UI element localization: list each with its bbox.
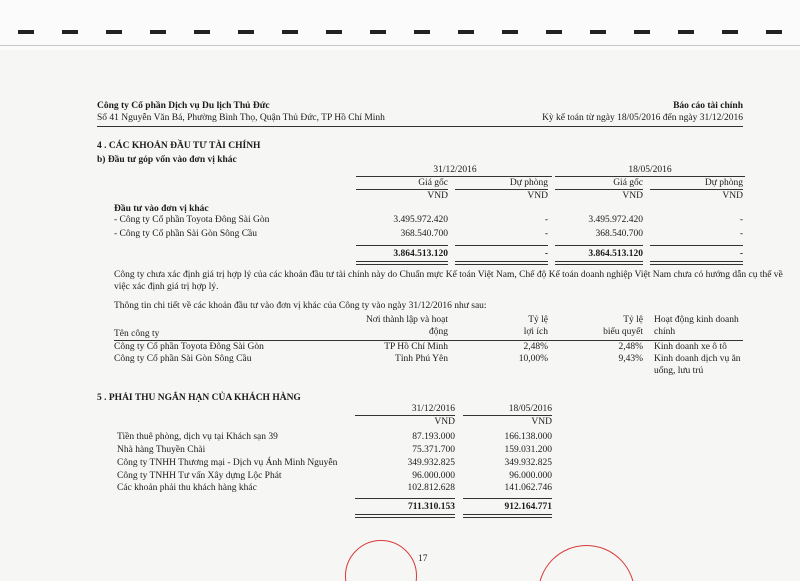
receivable-date-2: 18/05/2016 <box>508 404 552 414</box>
period-2-date: 18/05/2016 <box>628 165 672 175</box>
receivable-customer: Các khoản phải thu khách hàng khác <box>117 483 257 493</box>
total-double-rule <box>455 261 548 265</box>
total-rule <box>455 245 548 246</box>
unit-label: VND <box>622 191 643 201</box>
detail-vote: 2,48% <box>618 342 643 352</box>
investment-company: - Công ty Cổ phần Toyota Đông Sài Gòn <box>114 215 270 225</box>
detail-col-place: Nơi thành lập và hoạt <box>365 315 448 325</box>
receivable-customer: Công ty TNHH Thương mại - Dịch vụ Ánh Minh Nguyễn <box>117 458 338 468</box>
binding-hole <box>546 30 562 34</box>
investment-cost: 3.495.972.420 <box>393 215 448 225</box>
detail-col-company: Tên công ty <box>114 329 160 339</box>
company-name: Công ty Cổ phần Dịch vụ Du lịch Thủ Đức <box>97 101 270 111</box>
col-provision-2: Dự phòng <box>704 178 743 188</box>
receivable-customer: Tiền thuê phòng, dịch vụ tại Khách sạn 39 <box>117 432 278 442</box>
total-provision: - <box>544 249 548 259</box>
detail-col-interest: Tỷ lệ <box>528 315 548 325</box>
page-number: 17 <box>418 554 428 564</box>
total-rule <box>650 245 743 246</box>
detail-col-business: Hoạt động kinh doanh <box>654 315 739 325</box>
detail-col-vote: biểu quyết <box>603 327 643 337</box>
receivable-amount-2: 349.932.825 <box>504 458 552 468</box>
receivable-amount-1: 96.000.000 <box>412 471 455 481</box>
company-stamp-left <box>345 540 417 581</box>
total-double-rule <box>650 261 743 265</box>
receivable-date-1: 31/12/2016 <box>411 404 455 414</box>
detail-col-business: chính <box>654 327 676 337</box>
receivable-customer: Công ty TNHH Tư vấn Xây dựng Lộc Phát <box>117 471 282 481</box>
investment-group-label: Đầu tư vào đơn vị khác <box>114 204 209 214</box>
company-address: Số 41 Nguyễn Văn Bá, Phường Bình Thọ, Quận Thủ Đức, TP Hồ Chí Minh <box>97 113 385 123</box>
detail-business: Kinh doanh dịch vụ ăn <box>654 354 741 364</box>
unit-label: VND <box>427 191 448 201</box>
binding-hole <box>194 30 210 34</box>
binding-hole <box>282 30 298 34</box>
investment-provision: - <box>544 229 548 239</box>
detail-intro: Thông tin chi tiết về các khoản đầu tư vào đơn vị khác của Công ty vào ngày 31/12/2016 như sau: <box>114 301 487 311</box>
binding-edge <box>0 45 800 46</box>
detail-interest: 10,00% <box>518 354 548 364</box>
unit-label: VND <box>527 191 548 201</box>
receivable-total-double-rule <box>463 514 552 518</box>
investment-provision: - <box>739 215 743 225</box>
total-cost: 3.864.513.120 <box>393 249 448 259</box>
binding-hole <box>106 30 122 34</box>
binding-hole <box>634 30 650 34</box>
col-provision-1: Dự phòng <box>509 178 548 188</box>
section-4-title: 4 . CÁC KHOẢN ĐẦU TƯ TÀI CHÍNH <box>97 141 261 151</box>
total-rule <box>555 245 643 246</box>
total-cost: 3.864.513.120 <box>588 249 643 259</box>
detail-interest: 2,48% <box>523 342 548 352</box>
investment-cost: 3.495.972.420 <box>588 215 643 225</box>
receivable-total-double-rule <box>355 514 455 518</box>
receivable-total-1: 711.310.153 <box>408 502 455 512</box>
section-4b-subtitle: b) Đầu tư góp vốn vào đơn vị khác <box>97 155 237 165</box>
total-provision: - <box>739 249 743 259</box>
detail-business: Kinh doanh xe ô tô <box>654 342 727 352</box>
binding-strip <box>0 0 800 50</box>
investment-provision: - <box>739 229 743 239</box>
binding-hole <box>458 30 474 34</box>
binding-hole <box>414 30 430 34</box>
receivable-amount-1: 102.812.628 <box>407 483 455 493</box>
receivable-unit: VND <box>434 417 455 427</box>
receivable-amount-2: 96.000.000 <box>509 471 552 481</box>
detail-company: Công ty Cổ phần Toyota Đông Sài Gòn <box>114 342 264 352</box>
receivable-total-rule <box>463 498 552 499</box>
receivable-amount-1: 75.371.700 <box>412 445 455 455</box>
detail-place: TP Hồ Chí Minh <box>384 342 448 352</box>
investment-company: - Công ty Cổ phần Sài Gòn Sông Cầu <box>114 229 258 239</box>
total-double-rule <box>356 261 448 265</box>
receivable-amount-2: 166.138.000 <box>504 432 552 442</box>
binding-hole <box>18 30 34 34</box>
col-cost-1: Giá gốc <box>418 178 448 188</box>
investment-cost: 368.540.700 <box>400 229 448 239</box>
receivable-unit: VND <box>531 417 552 427</box>
investment-provision: - <box>544 215 548 225</box>
col-cost-2: Giá gốc <box>613 178 643 188</box>
section-5-title: 5 . PHẢI THU NGẮN HẠN CỦA KHÁCH HÀNG <box>97 393 301 403</box>
receivable-total-2: 912.164.771 <box>504 502 552 512</box>
binding-hole <box>326 30 342 34</box>
company-stamp-right <box>538 545 635 581</box>
binding-hole <box>590 30 606 34</box>
receivable-customer: Nhà hàng Thuyền Chài <box>117 445 206 455</box>
total-rule <box>356 245 448 246</box>
binding-hole <box>150 30 166 34</box>
fair-value-note-line-1: Công ty chưa xác định giá trị hợp lý của các khoản đầu tư tài chính này do Chuẩn mực Kế toán Việt Nam, Chế độ Kế toán doanh nghiệp Việt Nam chưa có hướng dẫn cụ thể về <box>114 270 783 280</box>
fair-value-note-line-2: việc xác định giá trị hợp lý. <box>114 282 219 292</box>
binding-hole <box>62 30 78 34</box>
header-rule <box>97 126 743 127</box>
binding-hole <box>678 30 694 34</box>
report-title: Báo cáo tài chính <box>673 101 743 111</box>
receivable-amount-1: 87.193.000 <box>412 432 455 442</box>
detail-col-interest: lợi ích <box>523 327 548 337</box>
total-double-rule <box>555 261 643 265</box>
detail-place: Tỉnh Phú Yên <box>395 354 448 364</box>
binding-hole <box>238 30 254 34</box>
binding-hole <box>502 30 518 34</box>
receivable-amount-2: 141.062.746 <box>504 483 552 493</box>
detail-business: uống, lưu trú <box>654 366 704 376</box>
binding-hole <box>766 30 782 34</box>
investment-cost: 368.540.700 <box>595 229 643 239</box>
unit-label: VND <box>722 191 743 201</box>
receivable-amount-2: 159.031.200 <box>504 445 552 455</box>
binding-hole <box>370 30 386 34</box>
report-period: Kỳ kế toán từ ngày 18/05/2016 đến ngày 31/12/2016 <box>542 113 743 123</box>
detail-vote: 9,43% <box>618 354 643 364</box>
receivable-amount-1: 349.932.825 <box>407 458 455 468</box>
detail-col-vote: Tỷ lệ <box>623 315 643 325</box>
receivable-total-rule <box>355 498 455 499</box>
binding-hole <box>722 30 738 34</box>
period-1-date: 31/12/2016 <box>433 165 477 175</box>
detail-company: Công ty Cổ phần Sài Gòn Sông Cầu <box>114 354 252 364</box>
detail-col-place: động <box>429 327 448 337</box>
